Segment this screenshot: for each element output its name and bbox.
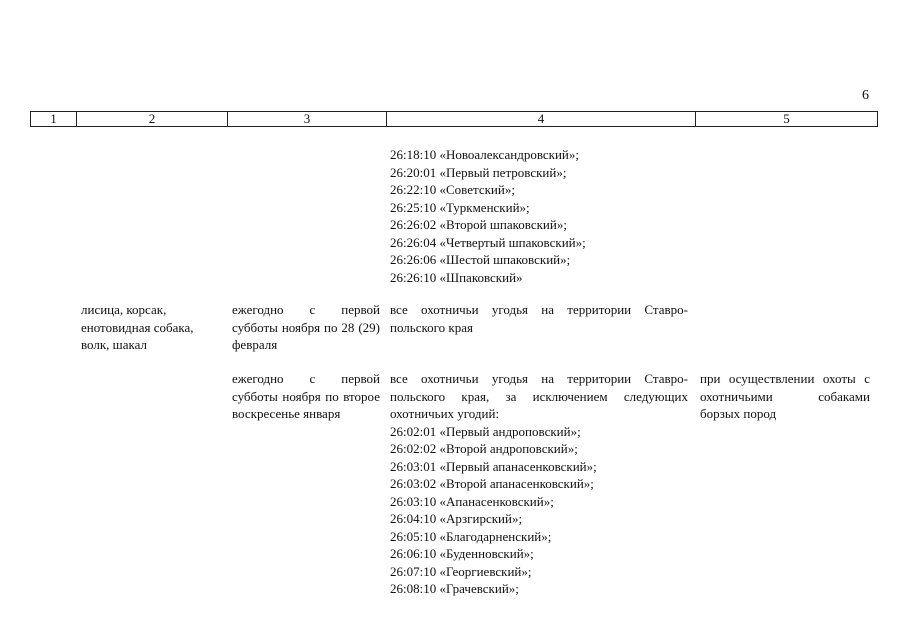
column-number-header bbox=[30, 111, 878, 127]
list-item: 26:02:01 «Первый андроповский»; bbox=[390, 423, 581, 439]
list-item: 26:03:01 «Первый апанасенковский»; bbox=[390, 458, 597, 474]
territory-intro: все охотничьи угодья на территории Ставро- польского края, за исключением следующих охотничьих угодий: bbox=[390, 371, 688, 421]
list-item: 26:03:02 «Второй апанасенковский»; bbox=[390, 476, 594, 491]
header-col-5: 5 bbox=[696, 112, 878, 127]
list-item: 26:07:10 «Георгиевский»; bbox=[390, 563, 532, 579]
list-item: 26:18:10 «Новоалександровский»; bbox=[390, 147, 579, 162]
territory-cell bbox=[390, 370, 688, 598]
header-row bbox=[31, 112, 878, 127]
header-col-2: 2 bbox=[77, 112, 228, 127]
page-number: 6 bbox=[862, 88, 869, 103]
header-col-4: 4 bbox=[387, 112, 696, 127]
species-line: волк, шакал bbox=[81, 337, 147, 352]
list-item: 26:26:04 «Четвертый шпаковский»; bbox=[390, 234, 586, 250]
species-line: лисица, корсак, bbox=[81, 302, 167, 317]
condition-cell: при осуществлении охоты с охотничьими собаками борзых пород bbox=[700, 371, 870, 421]
period-cell: ежегодно с первой субботы ноября по 28 (29) февраля bbox=[232, 302, 380, 352]
territory-cell: все охотничьи угодья на территории Ставро- польского края bbox=[390, 302, 688, 335]
area-list-continued bbox=[390, 146, 690, 286]
header-col-3: 3 bbox=[228, 112, 387, 127]
list-item: 26:06:10 «Буденновский»; bbox=[390, 546, 534, 561]
list-item: 26:20:01 «Первый петровский»; bbox=[390, 164, 567, 180]
list-item: 26:02:02 «Второй андроповский»; bbox=[390, 441, 578, 456]
species-line: енотовидная собака, bbox=[81, 319, 194, 335]
list-item: 26:26:10 «Шпаковский» bbox=[390, 269, 523, 285]
list-item: 26:22:10 «Советский»; bbox=[390, 182, 515, 197]
list-item: 26:04:10 «Арзгирский»; bbox=[390, 511, 523, 526]
list-item: 26:05:10 «Благодарненский»; bbox=[390, 528, 552, 544]
species-cell bbox=[81, 301, 221, 354]
list-item: 26:08:10 «Грачевский»; bbox=[390, 581, 519, 596]
list-item: 26:25:10 «Туркменский»; bbox=[390, 199, 530, 215]
period-cell: ежегодно с первой субботы ноября по второе воскресенье января bbox=[232, 371, 380, 421]
header-col-1: 1 bbox=[31, 112, 77, 127]
list-item: 26:26:02 «Второй шпаковский»; bbox=[390, 217, 567, 232]
list-item: 26:26:06 «Шестой шпаковский»; bbox=[390, 252, 571, 267]
list-item: 26:03:10 «Апанасенковский»; bbox=[390, 493, 554, 509]
